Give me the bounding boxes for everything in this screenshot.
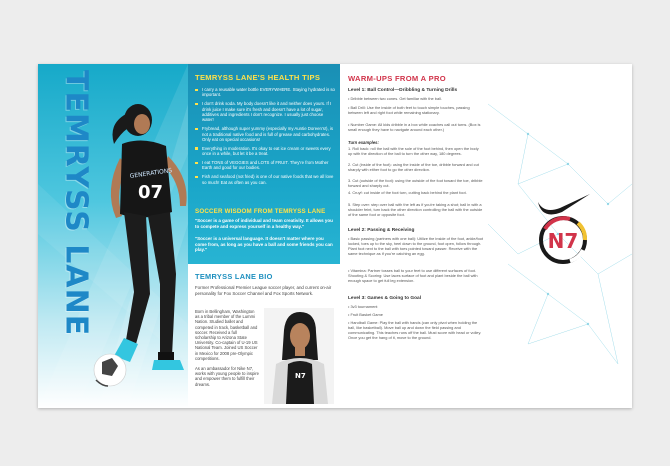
health-tips-list (195, 87, 335, 188)
list-item: Fish and seafood (not fried) is one of our native foods that we all love so much! Eat as often as you can. (195, 174, 335, 185)
bio-paragraph: Born in Bellingham, Washington as a tribal member of the Lummi Nation. Studied ballet and competed in track, basketball and soccer. Received a full scholarship to Arizona State University. Co-captain of U-19 US National Team. Joined US Soccer in Mexico for 2008 pre-Olympic competitions. (195, 309, 258, 361)
warmups-panel (340, 64, 488, 408)
list-item: I eat TONS of VEGGIES and LOTS of FRUIT. They're from Mother Earth and good for our bodies. (195, 160, 335, 171)
drill-item: • Basic passing (partners with one ball): Utilize the inside of the foot, ankle/foot locked, toes up to the sky, heel down to the ground, foot open, follow through. Plant foot next to the ball with toes pointed toward passer. Receive with the same technique as if you're catching an egg. (348, 236, 484, 256)
list-item: Frybread, although super yummy (especially my Auntie Doreen's!), is not a traditional native food and is full of grease and carbohydrates. Only eat on special occasions! (195, 126, 335, 142)
bio-text (195, 309, 259, 387)
bio-paragraph: As an ambassador for Nike N7, works with young people to inspire and empower them to fulfill their dreams. (195, 366, 260, 387)
drill-item: 2. Cut (inside of the foot): using the inside of the toe, dribble forward and cut sharply with either foot to go the other direction. (348, 162, 479, 172)
drill-item: • 3v3 tournament (348, 304, 378, 309)
logo-panel (488, 64, 632, 408)
vertical-name-title: TEMRYSS LANE (58, 70, 94, 337)
brochure (38, 64, 632, 408)
level-heading: Level 2: Passing & Receiving (348, 228, 415, 233)
drill-item: 1. Roll back: roll the ball with the sole of the foot behind, then open the body up with the direction of the ball to turn the other way, 180 degrees. (348, 146, 479, 156)
drill-item: 3. Cut (outside of the foot): using the outside of the foot toward the toe, dribble forward and sharply cut. (348, 178, 483, 188)
quote: "Soccer is a game of individual and team creativity. It allows you to compete and express yourself in a healthy way." (195, 218, 333, 229)
quote: "Soccer is a universal language. It doesn't matter where you come from, as long as you have a ball and some friends you can play." (195, 236, 333, 253)
nike-n7-logo (534, 180, 592, 270)
svg-text:N7: N7 (295, 372, 306, 380)
level-heading: Level 1: Ball Control—Dribbling & Turning Drills (348, 88, 458, 93)
drill-item: • Handball Game: Play the ball with hands (can only pivot when holding the ball, like basketball). Move ball up and down the field passing and communicating. This teaches runs off the ball. Must score with head or volley. Once you get the hang of it, move to the ground. (348, 320, 482, 340)
bio-box (188, 264, 340, 408)
cover-photo-panel (38, 64, 188, 408)
drill-item: • Vitamina: Partner tosses ball to your feet to use different surfaces of foot. Shooting & Scoring: Use laces surface of foot and plant beside the ball with enough space to get full leg extension. (348, 268, 478, 283)
drill-item: 5. Step over: step over ball with the left as if you're taking a shot; ball in with a shoulder feint, turn back the other direction controlling the ball with the outside of the same foot or opposite foot. (348, 202, 483, 217)
svg-text:07: 07 (138, 182, 164, 203)
soccer-wisdom-title: SOCCER WISDOM FROM TEMRYSS LANE (195, 208, 326, 215)
drill-item: • Dribble between two cones. Get familiar with the ball. (348, 96, 442, 101)
level-heading: Level 3: Games & Going to Goal (348, 296, 422, 301)
svg-text:N7: N7 (547, 229, 579, 253)
list-item: Everything in moderation. It's okay to eat ice cream or sweets every once in a while, but let it be a treat. (195, 146, 335, 157)
bio-title: TEMRYSS LANE BIO (195, 272, 273, 281)
drill-item: • Ball Drill: Use the inside of both feet to touch simple touches, passing between left and right foot while remaining stationary. (348, 105, 470, 115)
drill-item: • Fruit Basket Game (348, 312, 383, 317)
drill-item: • Number Game: All kids dribble in a box while coaches call out turns. (Box is small enough they have to navigate around each other.) (348, 122, 481, 132)
list-item: I don't drink soda. My body doesn't like it and neither does yours. If I drink juice I make sure it's fresh and doesn't have a lot of sugar, additives and ingredients I don't recognize. I usually just choose water! (195, 101, 335, 123)
svg-text:GENERATIONS: GENERATIONS (129, 167, 173, 180)
health-tips-panel (188, 64, 340, 408)
list-item: I carry a reusable water bottle EVERYWHERE. Staying hydrated is so important. (195, 87, 335, 98)
drill-item: 4. Cruyf: cut inside of the foot turn, cutting back behind the plant foot. (348, 190, 467, 195)
warmups-title: WARM-UPS FROM A PRO (348, 74, 446, 83)
portrait-photo (264, 308, 334, 404)
swoosh-icon (538, 194, 590, 214)
health-tips-title: TEMRYSS LANE'S HEALTH TIPS (195, 73, 321, 82)
turn-examples-title: Turn examples: (348, 140, 379, 145)
bio-intro: Former Professional Premier League soccer player, and current on-air personality for Fox Soccer Channel and Fox Sports Network. (195, 285, 332, 296)
